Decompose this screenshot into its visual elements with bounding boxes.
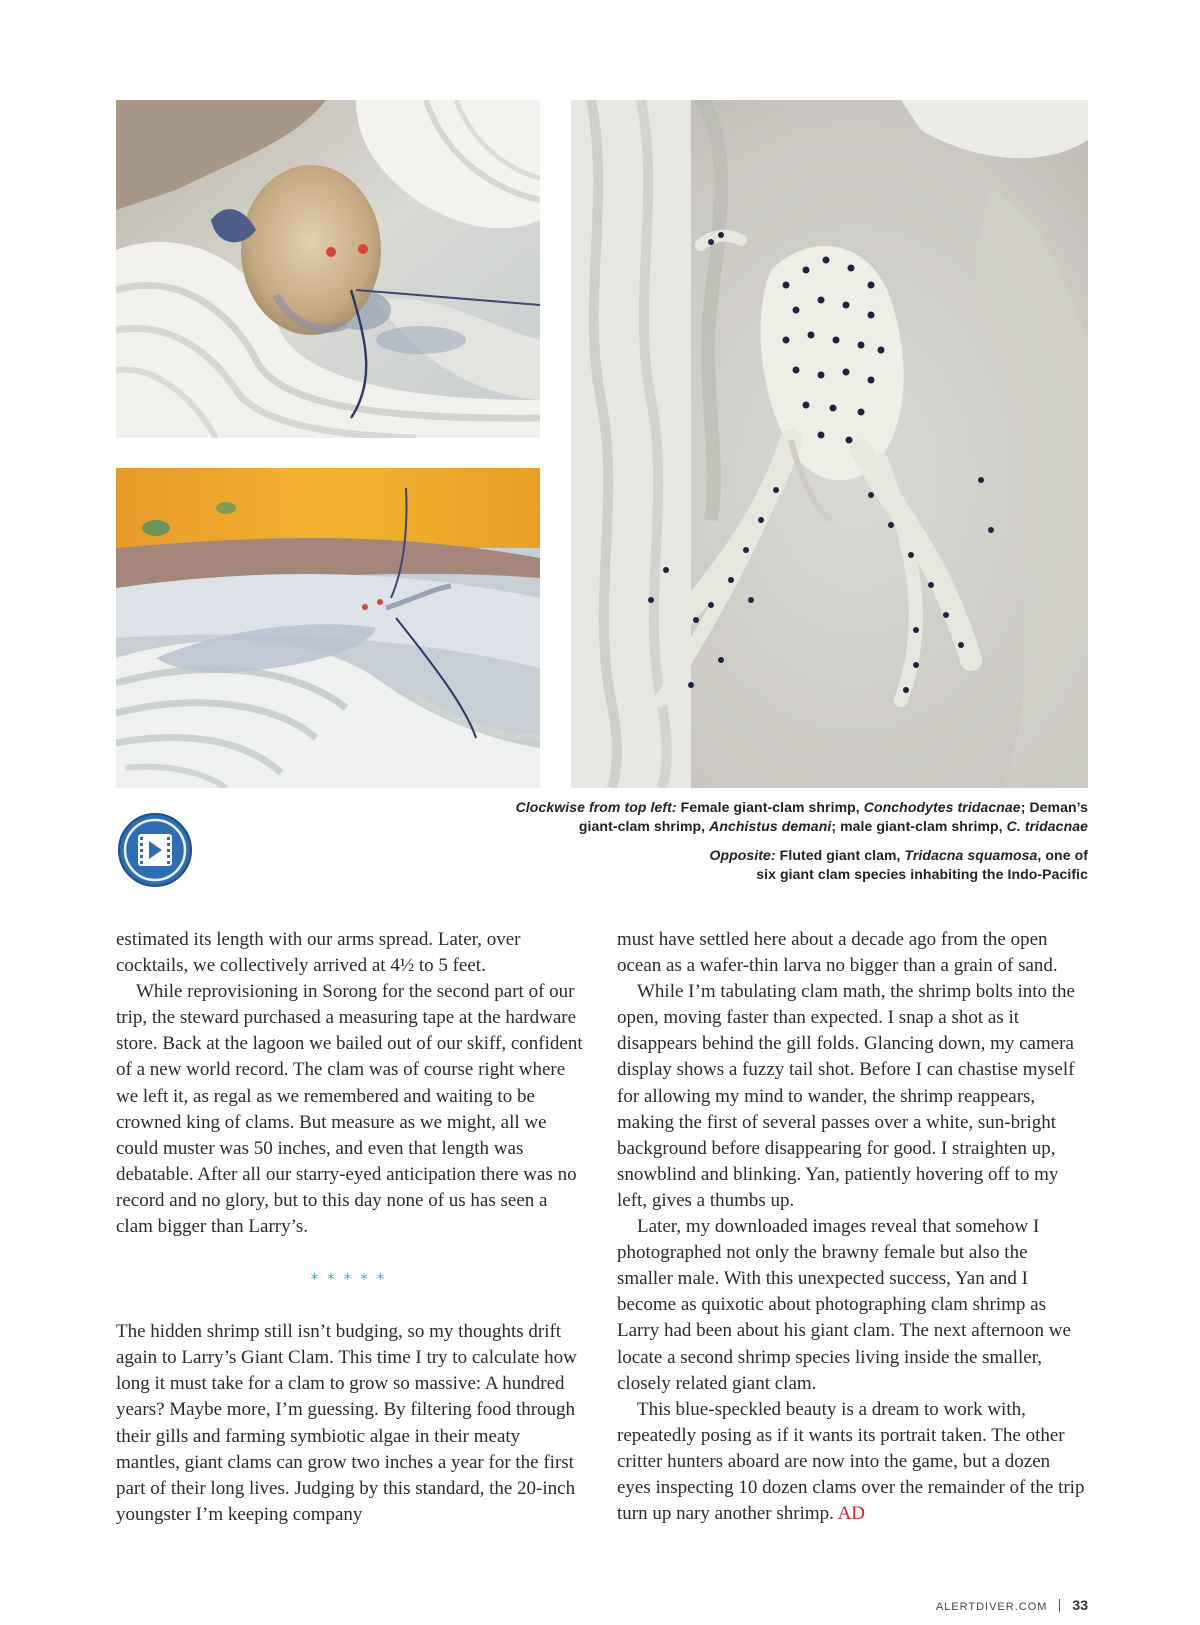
paragraph: estimated its length with our arms spread. Later, over cocktails, we collectively arrived at 4½ to 5 feet. [116,929,521,977]
species-name: Tridacna squamosa [904,847,1038,863]
species-name: Conchodytes tridacnae [863,799,1021,815]
caption-line [709,846,1088,865]
end-sign: AD [837,1503,866,1525]
caption-line: six giant clam species inhabiting the Indo-Pacific [756,866,1088,882]
play-video-button[interactable] [117,812,193,888]
paragraph-text: This blue-speckled beauty is a dream to work with, repeatedly posing as if it wants its portrait taken. The other critter hunters aboard are now into the game, but a dozen eyes inspecting 10 dozen clams over the remainder of the trip turn up nary another shrimp. [617,1398,1085,1525]
caption-line [516,798,1088,817]
caption-lead: Clockwise from top left: [515,799,677,815]
page-footer [936,1597,1088,1613]
section-divider: ***** [310,1270,394,1289]
caption-text: ; male giant-clam shrimp, [831,818,1007,834]
caption-text: Fluted giant clam, [775,847,905,863]
caption-text: Female giant-clam shrimp, [676,799,864,815]
photo-female-giant-clam-shrimp [116,100,540,438]
species-name: Anchistus demani [709,818,832,834]
caption-text: , one of [1037,847,1088,863]
photo-demans-giant-clam-shrimp [116,468,540,788]
paragraph: Later, my downloaded images reveal that somehow I photographed not only the brawny female but also the smaller male. With this unexpected success, Yan and I become as quixotic about photographing clam shrimp as Larry had been about his giant clam. The next afternoon we locate a second shrimp species living inside the smaller, closely related giant clam. [617,1216,1071,1394]
play-video-icon [117,812,193,888]
photo-caption-clockwise [516,798,1088,836]
site-url[interactable]: ALERTDIVER.COM [935,1601,1048,1613]
paragraph: While I’m tabulating clam math, the shrimp bolts into the open, moving faster than expected. I snap a shot as it disappears behind the gill folds. Glancing down, my camera display shows a fuzzy tail shot. Before I can chastise myself for allowing my mind to wander, the shrimp reappears, making the first of several passes over a white, sun-bright background before disappearing for good. I straighten up, snowblind and blinking. Yan, patiently hovering off to my left, gives a thumbs up. [617,981,1075,1211]
article-column-right [617,927,1087,1527]
paragraph: While reprovisioning in Sorong for the second part of our trip, the steward purchased a measuring tape at the hardware store. Back at the lagoon we bailed out of our skiff, confident of a new world record. The clam was of course right where we left it, as regal as we remembered and waiting to be crowned king of clams. But measure as we might, all we could muster was 50 inches, and even that length was debatable. After all our starry-eyed anticipation there was no record and no glory, but to this day none of us has seen a clam bigger than Larry’s. [116,981,583,1238]
caption-text: ; Deman’s [1020,799,1088,815]
caption-lead: Opposite: [709,847,776,863]
photo-caption-opposite [709,846,1088,884]
paragraph: The hidden shrimp still isn’t budging, so my thoughts drift again to Larry’s Giant Clam. This time I try to calculate how long it must take for a clam to grow so massive: A hundred years? Maybe more, I’m guessing. By filtering food through their gills and farming symbiotic algae in their meaty mantles, giant clams can grow two inches a year for the first part of their long lives. Judging by this standard, the 20-inch youngster I’m keeping company [116,1321,577,1525]
footer-divider [1059,1599,1060,1612]
paragraph [617,1397,1087,1527]
photo-male-giant-clam-shrimp [571,100,1088,788]
caption-line [516,817,1088,836]
article-column-left [116,927,588,1528]
page-number: 33 [1072,1597,1088,1613]
caption-text: giant-clam shrimp, [578,818,710,834]
species-name: C. tridacnae [1006,818,1088,834]
paragraph: must have settled here about a decade ago from the open ocean as a wafer-thin larva no bigger than a grain of sand. [617,929,1058,977]
